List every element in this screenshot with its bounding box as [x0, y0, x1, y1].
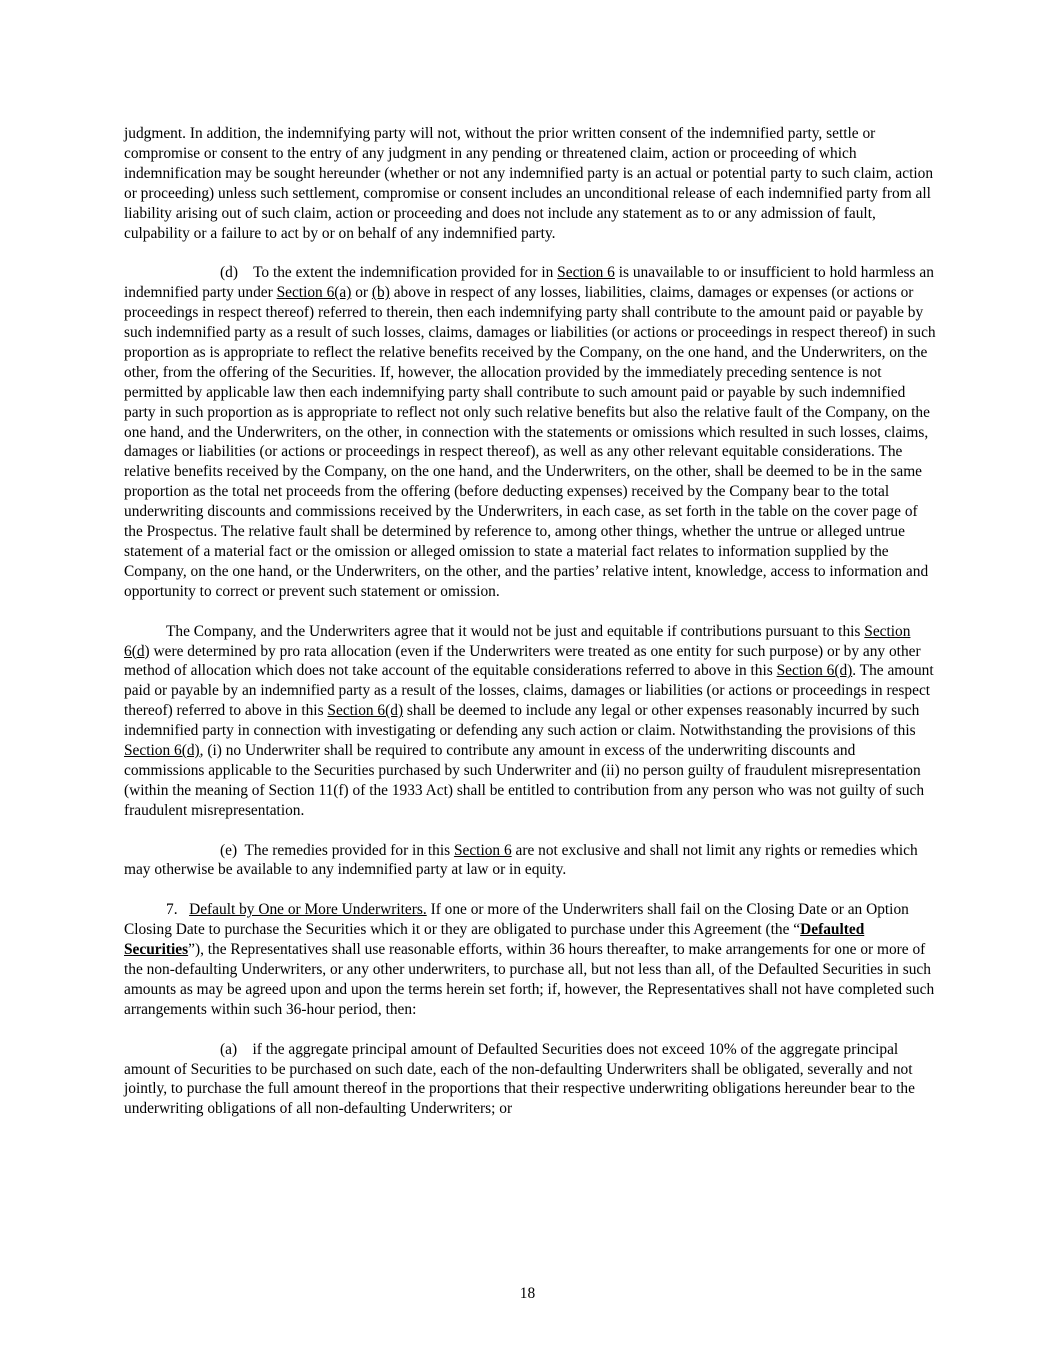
paragraph-judgment-continuation — [124, 124, 936, 243]
paragraph-text: are not exclusive and shall not limit any rights or remedies which may otherwise be available to any indemnified party at law or in equity. — [124, 841, 918, 879]
paragraph-text: or — [351, 284, 372, 302]
paragraph-text: , (i) no Underwriter shall be required to contribute any amount in excess of the underwriting discounts and commissions applicable to the Securities purchased by such Underwriter and (ii) no person guilty of fraudulent misrepresentation (within the meaning of Section 11(f) of the 1933 Act) shall be entitled to contribution from any person who was not guilty of such fraudulent misrepresentation. — [124, 742, 925, 819]
section-reference: Section 6(d) — [776, 662, 853, 680]
paragraph-text: judgment. In addition, the indemnifying party will not, without the prior written consent of the indemnified party, settle or compromise or consent to the entry of any judgment in any pending or threatened claim, action or proceeding of which indemnification may be sought hereunder (whether or not any indemnified party is an actual or potential party to such claim, action or proceeding) unless such settlement, compromise or consent includes an unconditional release of each indemnified party from all liability arising out of such claim, action or proceeding and does not include any statement as to or any admission of fault, culpability or a failure to act by or on behalf of any indemnified party. — [124, 125, 934, 242]
paragraph-text: shall be deemed to include any legal or other expenses reasonably incurred by such indemnified party in connection with investigating or defending any such action or claim. Notwithstanding the provisions of this — [124, 702, 920, 740]
clause-label: (e) — [220, 841, 238, 859]
section-reference: Section 6 — [453, 841, 512, 859]
document-body — [124, 124, 936, 1139]
section-reference: Section 6(d) — [124, 622, 911, 660]
paragraph-text: The remedies provided for in this — [244, 841, 454, 859]
paragraph-6d-contribution — [124, 263, 936, 601]
paragraph-text: is unavailable to or insufficient to hold harmless an indemnified party under — [124, 264, 934, 302]
clause-label: (a) — [220, 1040, 238, 1058]
defined-term: Defaulted Securities — [124, 921, 865, 959]
paragraph-text: . The amount paid or payable by an indemnified party as a result of the losses, claims, damages or liabilities (or actions or proceedings in respect thereof) referred to above in this — [124, 662, 934, 720]
paragraph-text: were determined by pro rata allocation (even if the Underwriters were treated as one entity for such purpose) or by any other method of allocation which does not take account of the equitable considerations referred to above in this — [124, 642, 921, 680]
section-heading: Default by One or More Underwriters. — [189, 901, 427, 919]
paragraph-7a — [124, 1040, 936, 1120]
clause-label: (d) — [220, 264, 238, 282]
paragraph-pro-rata — [124, 622, 936, 821]
section-reference: Section 6 — [557, 264, 615, 282]
section-reference: Section 6(d) — [124, 742, 200, 760]
paragraph-text: if the aggregate principal amount of Defaulted Securities does not exceed 10% of the aggregate principal amount of Securities to be purchased on such date, each of the non-defaulting Underwriters shall be obligated, severally and not jointly, to purchase the full amount thereof in the proportions that their respective underwriting obligations hereunder bear to the underwriting obligations of all non-defaulting Underwriters; or — [124, 1040, 915, 1118]
paragraph-section-7-default — [124, 900, 936, 1019]
paragraph-text: To the extent the indemnification provided for in — [253, 264, 558, 282]
paragraph-6e-remedies — [124, 841, 936, 881]
paragraph-text: If one or more of the Underwriters shall fail on the Closing Date or an Option Closing Date to purchase the Securities which it or they are obligated to purchase under this Agreement (the “ — [124, 901, 909, 939]
section-reference: (b) — [371, 284, 390, 302]
page-number: 18 — [519, 1285, 536, 1302]
paragraph-text: The Company, and the Underwriters agree that it would not be just and equitable if contributions pursuant to this — [166, 622, 865, 640]
section-reference: Section 6(a) — [276, 284, 352, 302]
paragraph-text: ”), the Representatives shall use reasonable efforts, within 36 hours thereafter, to make arrangements for one or more of the non-defaulting Underwriters, or any other underwriters, to purchase all, but not less than all, of the Defaulted Securities in such amounts as may be agreed upon and upon the terms herein set forth; if, however, the Representatives shall not have completed such arrangements within such 36-hour period, then: — [124, 941, 935, 1018]
section-reference: Section 6(d) — [327, 702, 404, 720]
section-number: 7. — [166, 901, 178, 919]
paragraph-text: above in respect of any losses, liabilities, claims, damages or expenses (or actions or proceedings in respect thereof) referred to therein, then each indemnifying party shall contribute to the amount paid or payable by such indemnified party as a result of such losses, claims, damages or liabilities (or actions or proceedings in respect thereof) in such proportion as is appropriate to reflect the relative benefits received by the Company, on the one hand, and the Underwriters, on the other, from the offering of the Securities. If, however, the allocation provided by the immediately preceding sentence is not permitted by applicable law then each indemnifying party shall contribute to such amount paid or payable by such indemnified party in such proportion as is appropriate to reflect not only such relative benefits but also the relative fault of the Company, on the one hand, and the Underwriters, on the other, in connection with the statements or omissions which resulted in such losses, claims, damages or liabilities (or actions or proceedings in respect thereof), as well as any other relevant equitable considerations. The relative benefits received by the Company, on the one hand, and the Underwriters, on the other, shall be deemed to be in the same proportion as the total net proceeds from the offering (before deducting expenses) received by the Company bear to the total underwriting discounts and commissions received by the Underwriters, in each case, as set forth in the table on the cover page of the Prospectus. The relative fault shall be determined by reference to, among other things, whether the untrue or alleged untrue statement of a material fact or the omission or alleged omission to state a material fact relates to information supplied by the Company, on the one hand, or the Underwriters, on the other, and the parties’ relative intent, knowledge, access to information and opportunity to correct or prevent such statement or omission. — [124, 284, 936, 600]
